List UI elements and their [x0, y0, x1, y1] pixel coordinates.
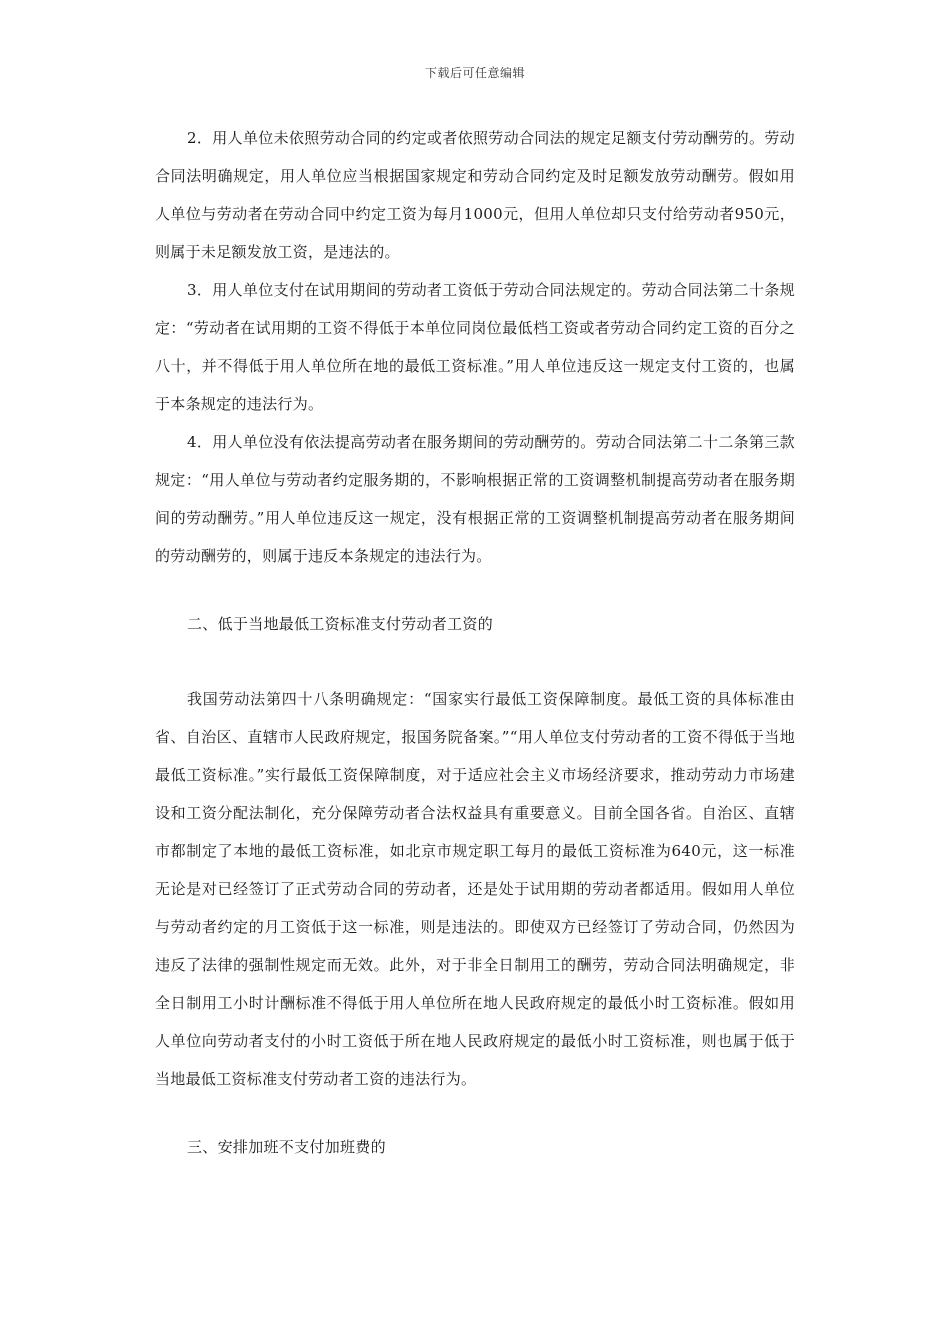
- section-one-continued: [155, 119, 795, 575]
- section-two-body: [155, 680, 795, 1098]
- section-two: [155, 605, 795, 643]
- paragraph-item-2: 2．用人单位未依照劳动合同的约定或者依照劳动合同法的规定足额支付劳动酬劳的。劳动合同法明确规定，用人单位应当根据国家规定和劳动合同约定及时足额发放劳动酬劳。假如用人单位与劳动者在劳动合同中约定工资为每月1000元，但用人单位却只支付给劳动者950元，则属于未足额发放工资，是违法的。: [155, 129, 795, 261]
- section-three: [155, 1128, 795, 1166]
- paragraph-item-3: 3．用人单位支付在试用期间的劳动者工资低于劳动合同法规定的。劳动合同法第二十条规定：“劳动者在试用期的工资不得低于本单位同岗位最低档工资或者劳动合同约定工资的百分之八十，并不得低于用人单位所在地的最低工资标准。”用人单位违反这一规定支付工资的，也属于本条规定的违法行为。: [155, 281, 795, 413]
- section-heading-3: 三、安排加班不支付加班费的: [187, 1138, 386, 1156]
- section-heading-2: 二、低于当地最低工资标准支付劳动者工资的: [187, 615, 494, 633]
- paragraph-item-4: 4．用人单位没有依法提高劳动者在服务期间的劳动酬劳的。劳动合同法第二十二条第三款规定：“用人单位与劳动者约定服务期的，不影响根据正常的工资调整机制提高劳动者在服务期间的劳动酬劳。”用人单位违反这一规定，没有根据正常的工资调整机制提高劳动者在服务期间的劳动酬劳的，则属于违反本条规定的违法行为。: [155, 433, 795, 565]
- paragraph-minimum-wage: 我国劳动法第四十八条明确规定：“国家实行最低工资保障制度。最低工资的具体标准由省、自治区、直辖市人民政府规定，报国务院备案。”“用人单位支付劳动者的工资不得低于当地最低工资标准。”实行最低工资保障制度，对于适应社会主义市场经济要求，推动劳动力市场建设和工资分配法制化，充分保障劳动者合法权益具有重要意义。目前全国各省。自治区、直辖市都制定了本地的最低工资标准，如北京市规定职工每月的最低工资标准为640元，这一标准无论是对已经签订了正式劳动合同的劳动者，还是处于试用期的劳动者都适用。假如用人单位与劳动者约定的月工资低于这一标准，则是违法的。即使双方已经签订了劳动合同，仍然因为违反了法律的强制性规定而无效。此外，对于非全日制用工的酬劳，劳动合同法明确规定，非全日制用工小时计酬标准不得低于用人单位所在地人民政府规定的最低小时工资标准。假如用人单位向劳动者支付的小时工资低于所在地人民政府规定的最低小时工资标准，则也属于低于当地最低工资标准支付劳动者工资的违法行为。: [155, 690, 795, 1088]
- page-header: 下载后可任意编辑: [424, 66, 525, 80]
